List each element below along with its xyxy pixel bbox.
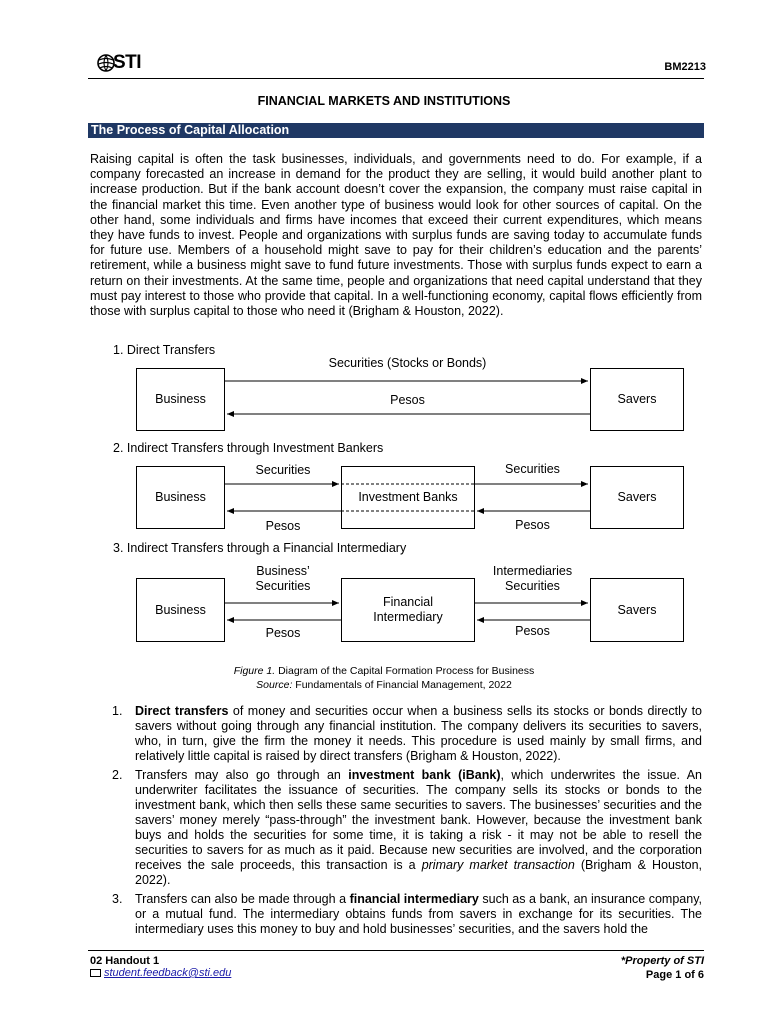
diagram-3-heading: 3. Indirect Transfers through a Financial Intermediary (113, 541, 407, 555)
caption-figure-label: Figure 1. (233, 665, 276, 677)
figure-caption (0, 664, 768, 692)
d1-business-box: Business (136, 368, 225, 431)
d2-business-box: Business (136, 466, 225, 529)
term-financial-intermediary: financial intermediary (349, 892, 479, 906)
page-title: FINANCIAL MARKETS AND INSTITUTIONS (257, 94, 511, 108)
d3-savers-box: Savers (590, 578, 684, 642)
diagram-2-heading: 2. Indirect Transfers through Investment Bankers (113, 441, 384, 455)
footer-divider (88, 950, 704, 951)
d3-pesos-right-label: Pesos (515, 624, 550, 638)
property-label: *Property of STI (620, 955, 704, 967)
list-item (90, 892, 702, 937)
mail-icon (90, 969, 101, 977)
list-text-pre: Transfers may also go through an (135, 768, 349, 782)
d2-savers-box: Savers (590, 466, 684, 529)
email-link[interactable]: student.feedback@sti.edu (104, 967, 232, 979)
list-item (90, 704, 702, 764)
caption-text: Diagram of the Capital Formation Process for Business (275, 665, 535, 677)
footer-right (621, 954, 704, 982)
d1-savers-box: Savers (590, 368, 684, 431)
d3-middle-line1: Financial (382, 595, 434, 609)
handout-label: 02 Handout 1 (90, 955, 160, 967)
term-primary-market: primary market transaction (421, 858, 575, 872)
d2-pesos-right-label: Pesos (515, 518, 550, 532)
d2-securities-left-label: Securities (255, 463, 311, 477)
numbered-list (90, 704, 702, 941)
d1-pesos-label: Pesos (390, 393, 425, 407)
d2-pesos-left-label: Pesos (265, 519, 301, 533)
logo-text: STI (113, 52, 142, 73)
term-direct-transfers: Direct transfers (135, 704, 229, 718)
page-number: Page 1 of 6 (645, 969, 704, 981)
list-number: 3. (112, 892, 123, 906)
d3-top-left-line1: Business’ (256, 564, 310, 578)
diagram-1-heading: 1. Direct Transfers (113, 343, 216, 357)
section-title: The Process of Capital Allocation (91, 123, 290, 137)
list-item (90, 768, 702, 888)
list-text: , which underwrites the issue. An underwriter facilitates the issuance of securities. The company sells its stocks or bonds to the investment bank, which then sells these same securities to savers. The businesses’ securities and the savers’ money merely “pass-through” the investment bank. However, because the investment bank buys and holds the securities for some time, it is taking a risk - it may not be able to resell the securities to savers for as much as it paid. Because new securities are involved, and the corporation receives the sale proceeds, this transaction is a (135, 768, 702, 872)
d3-middle-line2: Intermediary (373, 610, 443, 624)
d3-top-left-line2: Securities (255, 579, 311, 593)
d3-pesos-left-label: Pesos (265, 626, 301, 640)
list-text: of money and securities occur when a business sells its stocks or bonds directly to savers without going through any financial institution. The company delivers its securities to savers, who, in turn, give the firm the money it needs. This procedure is used mainly by small firms, and relatively little capital is raised by direct transfers (Brigham & Houston, 2022). (135, 704, 702, 763)
d2-investment-banks-box: Investment Banks (341, 466, 475, 529)
intro-paragraph: Raising capital is often the task businesses, individuals, and governments need to do. For example, if a company forecasted an increase in demand for the product they are selling, it would build another plant to increase production. But if the bank account doesn’t cover the expansion, the company must raise capital in the financial market this time. Even another type of business would look for other sources of capital. On the other hand, some individuals and firms have incomes that exceed their current expenditures, which means they have funds to invest. People and organizations with surplus funds are saving today to accumulate funds for future use. Members of a household might save to pay for their children’s education and the parents’ retirement, while a business might save to fund future investments. Those with surplus funds expect to earn a return on their investments. At the same time, people and organizations that need capital understand that they must pay interest to those who provide that capital. In a well-functioning economy, capital flows efficiently from those with surplus capital to those who need it (Brigham & Houston, 2022). (90, 152, 702, 319)
d1-securities-label: Securities (Stocks or Bonds) (328, 356, 487, 370)
footer-email (90, 967, 231, 979)
document-code: BM2213 (664, 61, 706, 73)
d3-top-right-line1: Intermediaries (492, 564, 573, 578)
term-investment-bank: investment bank (iBank) (348, 768, 501, 782)
d2-securities-right-label: Securities (505, 462, 560, 476)
source-text: Fundamentals of Financial Management, 2022 (292, 679, 512, 691)
list-text: such as a bank, an insurance company, or a mutual fund. The intermediary obtains funds from savers in exchange for its securities. The intermediary uses this money to buy and hold businesses’ securities, and the savers hold the (135, 892, 702, 936)
list-number: 2. (112, 768, 123, 782)
list-text-post: (Brigham & Houston, 2022). (135, 858, 703, 887)
d3-business-box: Business (136, 578, 225, 642)
source-label: Source: (256, 679, 293, 691)
list-text-pre: Transfers can also be made through a (135, 892, 350, 906)
list-number: 1. (112, 704, 123, 718)
d3-top-right-line2: Securities (505, 579, 560, 593)
